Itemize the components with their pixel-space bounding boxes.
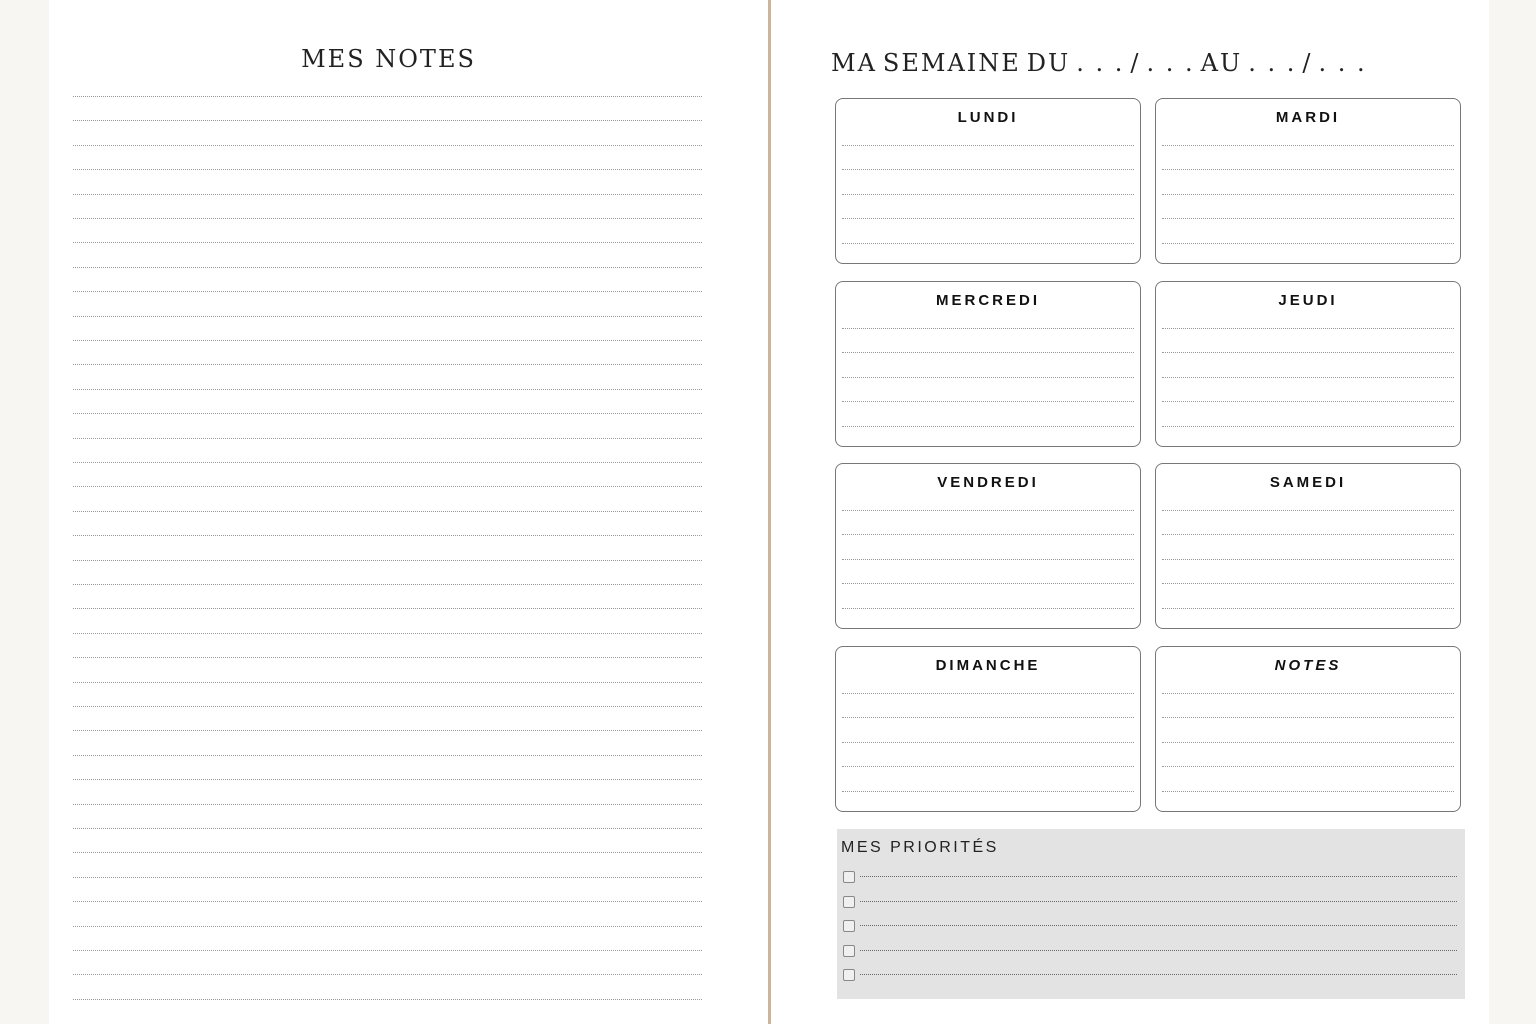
week-title-part: / — [1302, 49, 1313, 77]
notes-line[interactable] — [73, 169, 702, 170]
day-line[interactable] — [1162, 608, 1454, 609]
day-line[interactable] — [1162, 559, 1454, 560]
notes-line[interactable] — [73, 486, 702, 487]
day-line[interactable] — [842, 559, 1134, 560]
week-title-part: MA — [831, 49, 877, 77]
priority-checkbox[interactable] — [843, 896, 855, 908]
week-title-part: . . . — [1146, 49, 1195, 77]
day-label: VENDREDI — [937, 474, 1039, 491]
notes-line[interactable] — [73, 901, 702, 902]
day-label: SAMEDI — [1269, 474, 1347, 491]
notes-line[interactable] — [73, 413, 702, 414]
day-line[interactable] — [842, 194, 1134, 195]
notes-line[interactable] — [73, 194, 702, 195]
day-line[interactable] — [1162, 766, 1454, 767]
notes-line[interactable] — [73, 218, 702, 219]
notes-line[interactable] — [73, 926, 702, 927]
day-box-mercredi[interactable] — [835, 281, 1141, 447]
notes-lines — [73, 84, 702, 1004]
notes-line[interactable] — [73, 389, 702, 390]
priority-item — [843, 871, 1457, 885]
notes-line[interactable] — [73, 852, 702, 853]
day-box-dimanche[interactable] — [835, 646, 1141, 812]
day-line[interactable] — [1162, 243, 1454, 244]
day-line[interactable] — [842, 510, 1134, 511]
notes-line[interactable] — [73, 316, 702, 317]
day-line[interactable] — [842, 693, 1134, 694]
priority-line[interactable] — [860, 876, 1457, 877]
day-label: MERCREDI — [935, 292, 1040, 309]
day-line[interactable] — [1162, 169, 1454, 170]
day-box-mardi[interactable] — [1155, 98, 1461, 264]
day-line[interactable] — [1162, 328, 1454, 329]
priority-line[interactable] — [860, 950, 1457, 951]
notes-line[interactable] — [73, 706, 702, 707]
notes-title: MES NOTES — [301, 45, 476, 73]
day-box-notes[interactable] — [1155, 646, 1461, 812]
notes-line[interactable] — [73, 511, 702, 512]
notes-line[interactable] — [73, 291, 702, 292]
day-line[interactable] — [842, 766, 1134, 767]
notes-line[interactable] — [73, 999, 702, 1000]
day-line[interactable] — [842, 169, 1134, 170]
priority-item — [843, 896, 1457, 910]
notes-line[interactable] — [73, 535, 702, 536]
notes-line[interactable] — [73, 633, 702, 634]
notes-line[interactable] — [73, 242, 702, 243]
priority-item — [843, 969, 1457, 983]
day-line[interactable] — [1162, 510, 1454, 511]
day-line[interactable] — [842, 426, 1134, 427]
day-line[interactable] — [842, 218, 1134, 219]
day-line[interactable] — [842, 352, 1134, 353]
day-box-samedi[interactable] — [1155, 463, 1461, 629]
day-line[interactable] — [1162, 583, 1454, 584]
notes-line[interactable] — [73, 462, 702, 463]
notes-line[interactable] — [73, 340, 702, 341]
day-line[interactable] — [842, 534, 1134, 535]
day-line[interactable] — [1162, 194, 1454, 195]
day-line[interactable] — [842, 401, 1134, 402]
priority-checkbox[interactable] — [843, 969, 855, 981]
day-line[interactable] — [842, 791, 1134, 792]
day-line[interactable] — [1162, 717, 1454, 718]
day-line[interactable] — [1162, 352, 1454, 353]
notes-line[interactable] — [73, 608, 702, 609]
day-label: DIMANCHE — [935, 657, 1041, 674]
priority-line[interactable] — [860, 974, 1457, 975]
notes-line[interactable] — [73, 730, 702, 731]
notes-line[interactable] — [73, 438, 702, 439]
priority-checkbox[interactable] — [843, 920, 855, 932]
day-line[interactable] — [842, 608, 1134, 609]
week-title-part: AU — [1200, 49, 1243, 77]
day-label: JEUDI — [1278, 292, 1338, 309]
notes-line[interactable] — [73, 877, 702, 878]
day-line[interactable] — [1162, 791, 1454, 792]
notes-line[interactable] — [73, 364, 702, 365]
notes-line[interactable] — [73, 145, 702, 146]
notes-line[interactable] — [73, 120, 702, 121]
day-line[interactable] — [1162, 426, 1454, 427]
notes-line[interactable] — [73, 682, 702, 683]
week-title-part: . . . — [1248, 49, 1297, 77]
notes-line[interactable] — [73, 657, 702, 658]
priority-item — [843, 920, 1457, 934]
day-line[interactable] — [1162, 377, 1454, 378]
priority-item — [843, 945, 1457, 959]
day-line[interactable] — [842, 328, 1134, 329]
day-label: MARDI — [1275, 109, 1341, 126]
priorities-section — [837, 829, 1465, 999]
priorities-title: MES PRIORITÉS — [841, 839, 999, 856]
week-page — [771, 0, 1489, 1024]
day-line[interactable] — [1162, 693, 1454, 694]
priority-checkbox[interactable] — [843, 871, 855, 883]
day-label: NOTES — [1274, 657, 1342, 674]
week-title-part: DU — [1026, 49, 1071, 77]
notes-line[interactable] — [73, 779, 702, 780]
day-line[interactable] — [842, 145, 1134, 146]
day-line[interactable] — [1162, 534, 1454, 535]
priority-line[interactable] — [860, 925, 1457, 926]
week-title-part: / — [1130, 49, 1141, 77]
day-label: LUNDI — [957, 109, 1019, 126]
day-box-jeudi[interactable] — [1155, 281, 1461, 447]
notes-line[interactable] — [73, 560, 702, 561]
notes-line[interactable] — [73, 755, 702, 756]
priority-line[interactable] — [860, 901, 1457, 902]
notes-line[interactable] — [73, 96, 702, 97]
day-box-vendredi[interactable] — [835, 463, 1141, 629]
week-title-part: . . . — [1318, 49, 1367, 77]
notes-line[interactable] — [73, 828, 702, 829]
day-line[interactable] — [1162, 218, 1454, 219]
day-line[interactable] — [842, 717, 1134, 718]
notes-page — [49, 0, 768, 1024]
day-line[interactable] — [1162, 145, 1454, 146]
day-line[interactable] — [842, 243, 1134, 244]
notes-line[interactable] — [73, 950, 702, 951]
priority-checkbox[interactable] — [843, 945, 855, 957]
week-title — [831, 49, 1531, 77]
notes-line[interactable] — [73, 584, 702, 585]
day-line[interactable] — [842, 742, 1134, 743]
day-line[interactable] — [842, 583, 1134, 584]
day-line[interactable] — [1162, 742, 1454, 743]
notes-line[interactable] — [73, 267, 702, 268]
day-line[interactable] — [842, 377, 1134, 378]
week-title-part: . . . — [1076, 49, 1125, 77]
day-box-lundi[interactable] — [835, 98, 1141, 264]
notes-line[interactable] — [73, 804, 702, 805]
notes-line[interactable] — [73, 974, 702, 975]
week-title-part: SEMAINE — [882, 49, 1021, 77]
day-line[interactable] — [1162, 401, 1454, 402]
